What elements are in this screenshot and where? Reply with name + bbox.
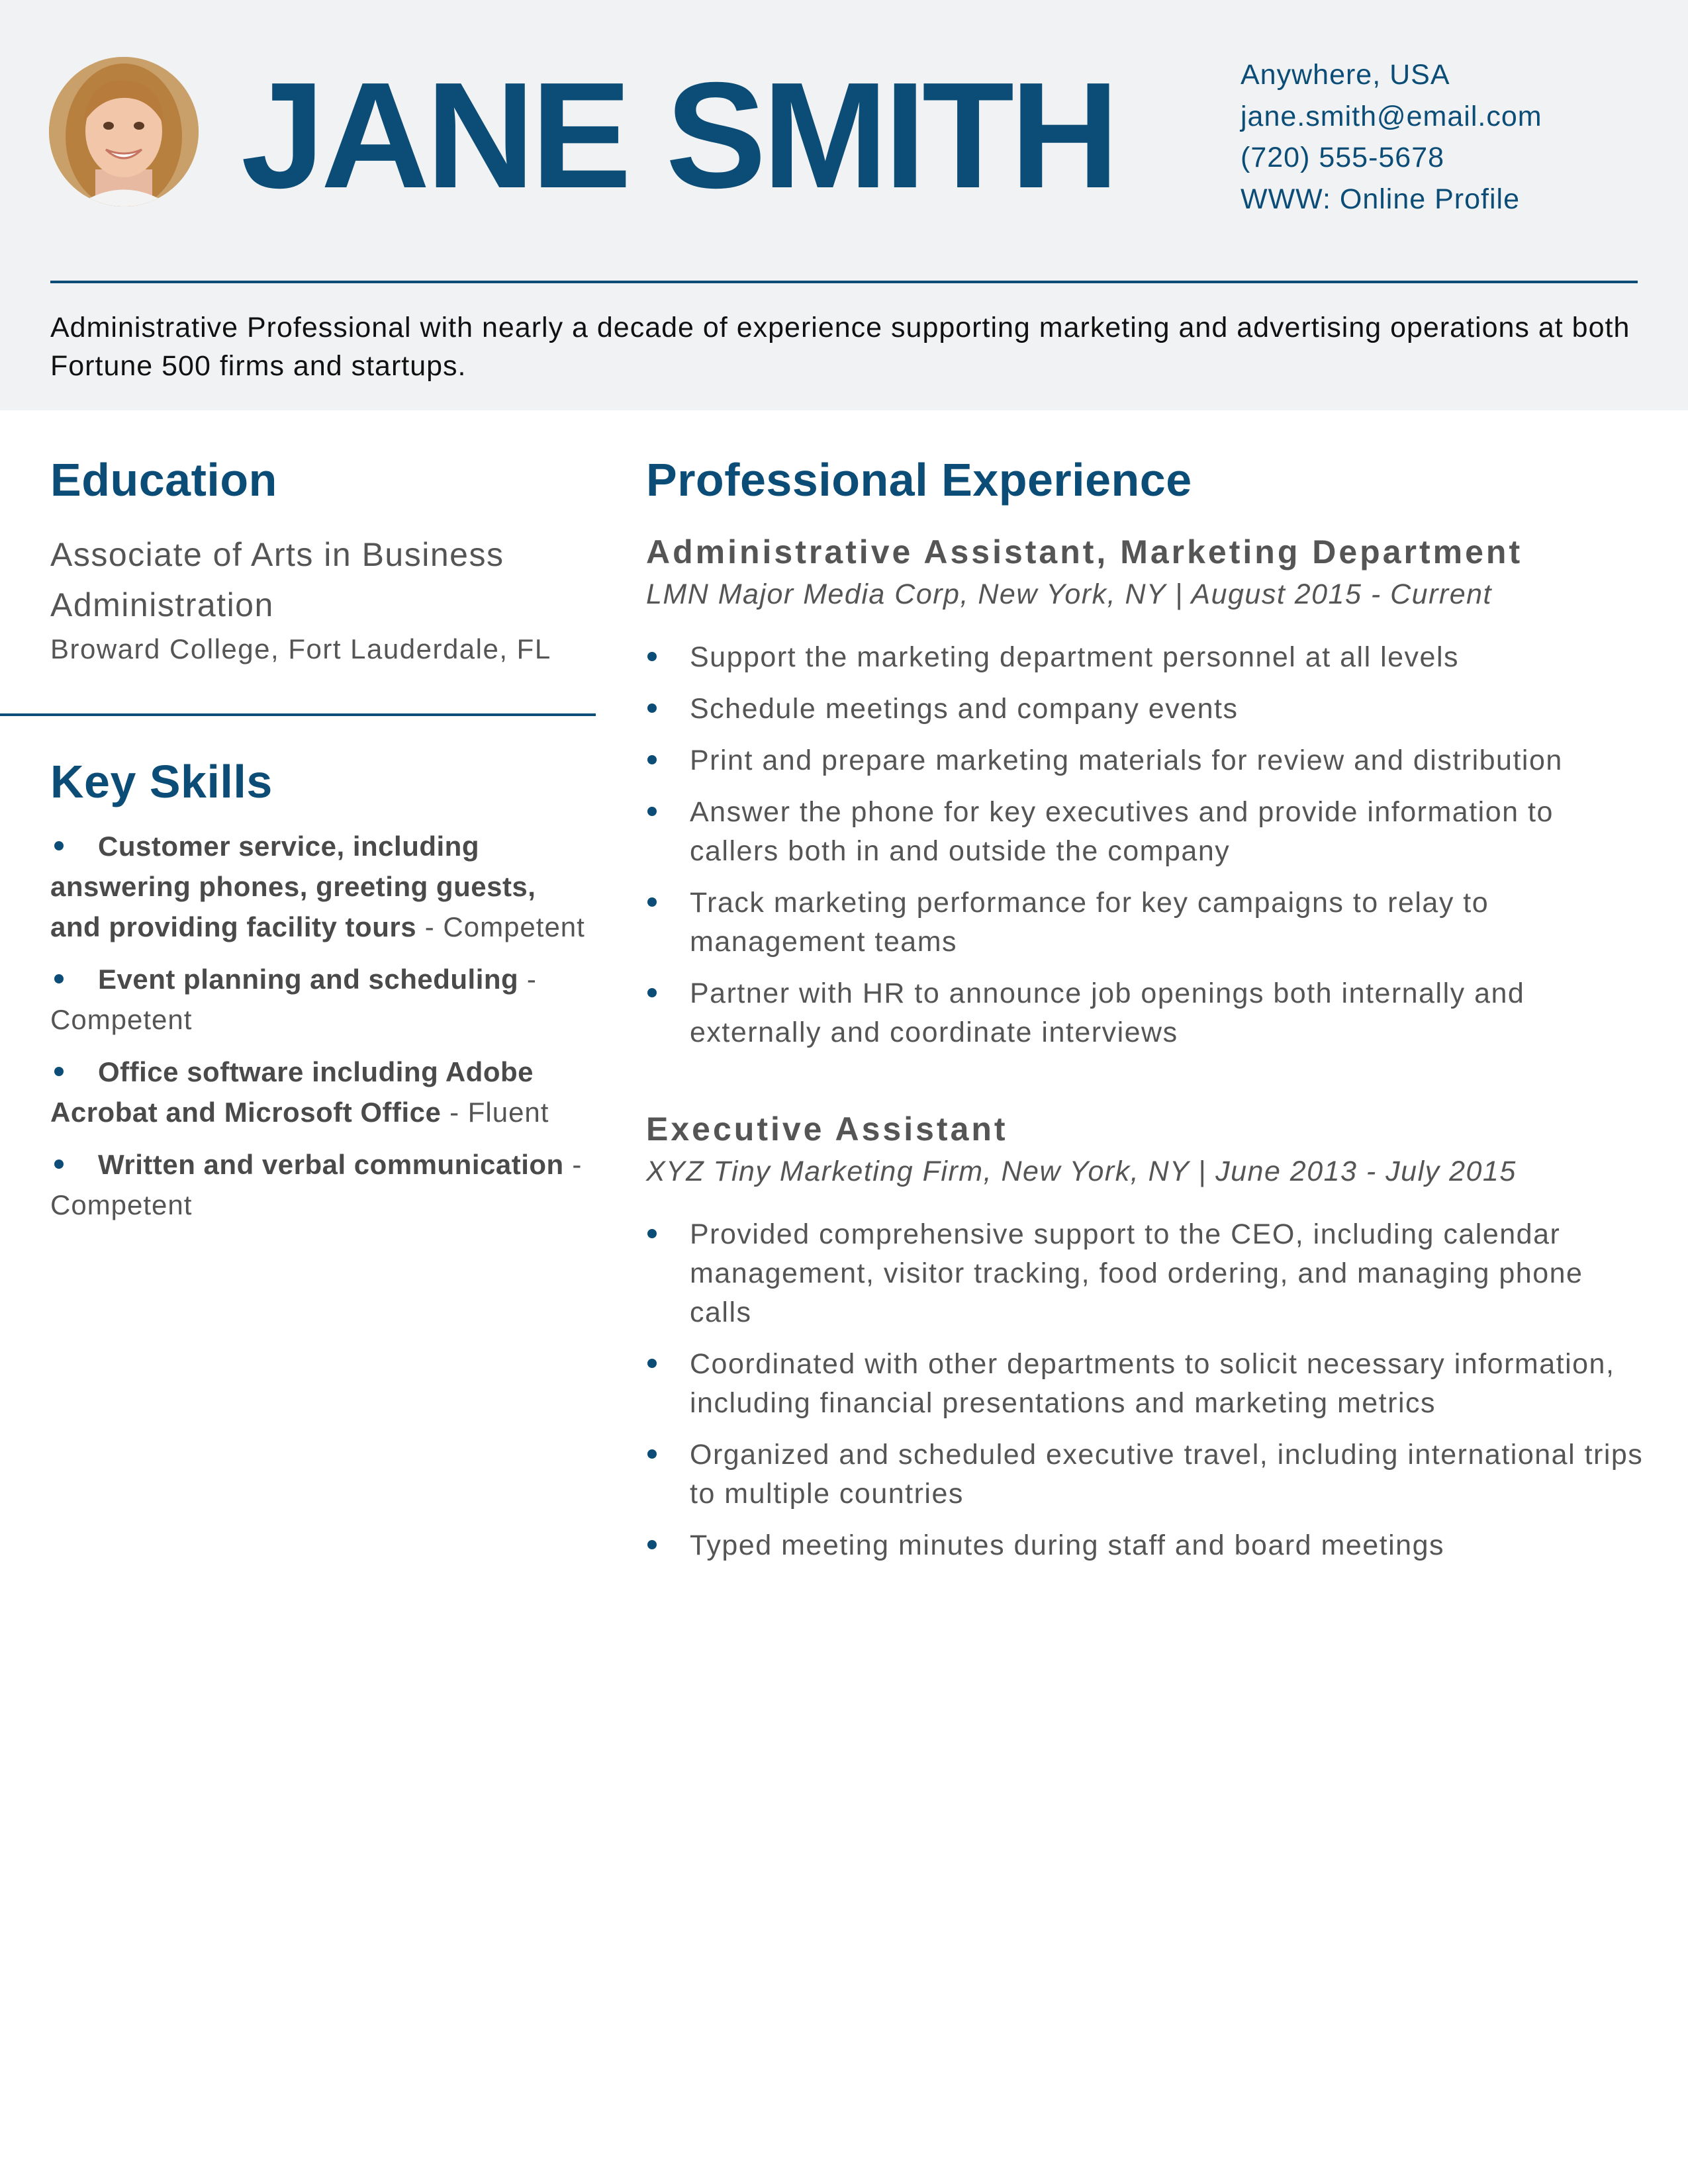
job-entry [646, 1107, 1646, 1565]
job-bullet-text: Organized and scheduled executive travel, including international trips to multiple countries [690, 1439, 1644, 1510]
job-bullet [646, 793, 1646, 871]
skills-list [50, 826, 593, 1225]
job-meta: LMN Major Media Corp, New York, NY | August 2015 - Current [646, 578, 1492, 610]
skill-item [50, 826, 593, 947]
bullet-dot [647, 704, 657, 713]
bullet-dot [647, 652, 657, 661]
job-meta: XYZ Tiny Marketing Firm, New York, NY | June 2013 - July 2015 [646, 1156, 1517, 1187]
header-band [0, 0, 1688, 410]
job-bullet-text: Track marketing performance for key campaigns to relay to management teams [690, 887, 1489, 958]
skills-heading: Key Skills [50, 756, 273, 807]
job-title: Executive Assistant [646, 1111, 1008, 1148]
job-bullets [646, 638, 1646, 1052]
bullet-dot [54, 841, 64, 850]
experience-section [646, 450, 1646, 1578]
job-bullet [646, 741, 1646, 780]
bullet-dot [647, 1540, 657, 1549]
bullet-dot [647, 807, 657, 816]
bullet-dot [647, 988, 657, 997]
skill-item [50, 1052, 593, 1132]
contact-location: Anywhere, USA [1241, 59, 1450, 91]
candidate-name: JANE SMITH [241, 52, 1115, 220]
job-bullet [646, 1435, 1646, 1514]
skill-name: Event planning and scheduling [98, 964, 519, 995]
job-bullet [646, 1345, 1646, 1423]
bullet-dot [54, 974, 64, 983]
job-bullet [646, 1215, 1646, 1332]
skills-section [50, 752, 593, 1237]
education-divider [0, 713, 596, 716]
job-entry [646, 529, 1646, 1052]
education-section [50, 450, 580, 668]
contact-email[interactable]: jane.smith@email.com [1241, 100, 1542, 132]
job-bullet-text: Support the marketing department personnel at all levels [690, 641, 1460, 673]
job-bullet [646, 884, 1646, 962]
bullet-dot [54, 1067, 64, 1076]
job-bullet-text: Answer the phone for key executives and provide information to callers both in and outside the company [690, 796, 1554, 867]
job-title: Administrative Assistant, Marketing Department [646, 533, 1523, 570]
skill-level: - Fluent [449, 1097, 549, 1128]
job-bullet-text: Typed meeting minutes during staff and board meetings [690, 1529, 1445, 1561]
contact-info [1241, 54, 1638, 220]
skill-name: Customer service, including answering phones, greeting guests, and providing facility tours [50, 831, 536, 942]
bullet-dot [647, 1449, 657, 1459]
skill-name: Office software including Adobe Acrobat and Microsoft Office [50, 1056, 534, 1128]
skill-item [50, 1144, 593, 1225]
profile-photo [49, 57, 199, 206]
job-bullet [646, 690, 1646, 729]
job-bullet-text: Print and prepare marketing materials for review and distribution [690, 745, 1563, 776]
skill-name: Written and verbal communication [98, 1149, 564, 1180]
education-heading: Education [50, 454, 277, 506]
profile-photo-illustration [49, 57, 199, 206]
skill-level: - Competent [50, 964, 537, 1035]
job-bullet-text: Provided comprehensive support to the CEO, including calendar management, visitor tracking, food ordering, and managing phone calls [690, 1218, 1583, 1328]
job-bullet [646, 974, 1646, 1052]
job-bullet-text: Schedule meetings and company events [690, 693, 1239, 725]
bullet-dot [54, 1160, 64, 1169]
job-bullet [646, 638, 1646, 677]
experience-heading: Professional Experience [646, 454, 1192, 506]
bullet-dot [647, 1359, 657, 1368]
professional-summary: Administrative Professional with nearly a decade of experience supporting marketing and advertising operations at both Fortune 500 firms and startups. [50, 312, 1630, 382]
education-degree: Associate of Arts in Business Administration [50, 536, 504, 623]
job-bullets [646, 1215, 1646, 1565]
job-bullet [646, 1526, 1646, 1565]
education-school: Broward College, Fort Lauderdale, FL [50, 633, 551, 664]
skill-level: - Competent [424, 911, 585, 942]
skill-item [50, 959, 593, 1040]
contact-phone[interactable]: (720) 555-5678 [1241, 142, 1445, 173]
bullet-dot [647, 1229, 657, 1238]
bullet-dot [647, 897, 657, 907]
header-divider [50, 281, 1638, 283]
skill-level: - Competent [50, 1149, 583, 1220]
job-bullet-text: Coordinated with other departments to solicit necessary information, including financial presentations and marketing metrics [690, 1348, 1615, 1419]
job-bullet-text: Partner with HR to announce job openings both internally and externally and coordinate interviews [690, 978, 1525, 1048]
bullet-dot [647, 755, 657, 764]
contact-website[interactable]: WWW: Online Profile [1241, 183, 1520, 215]
